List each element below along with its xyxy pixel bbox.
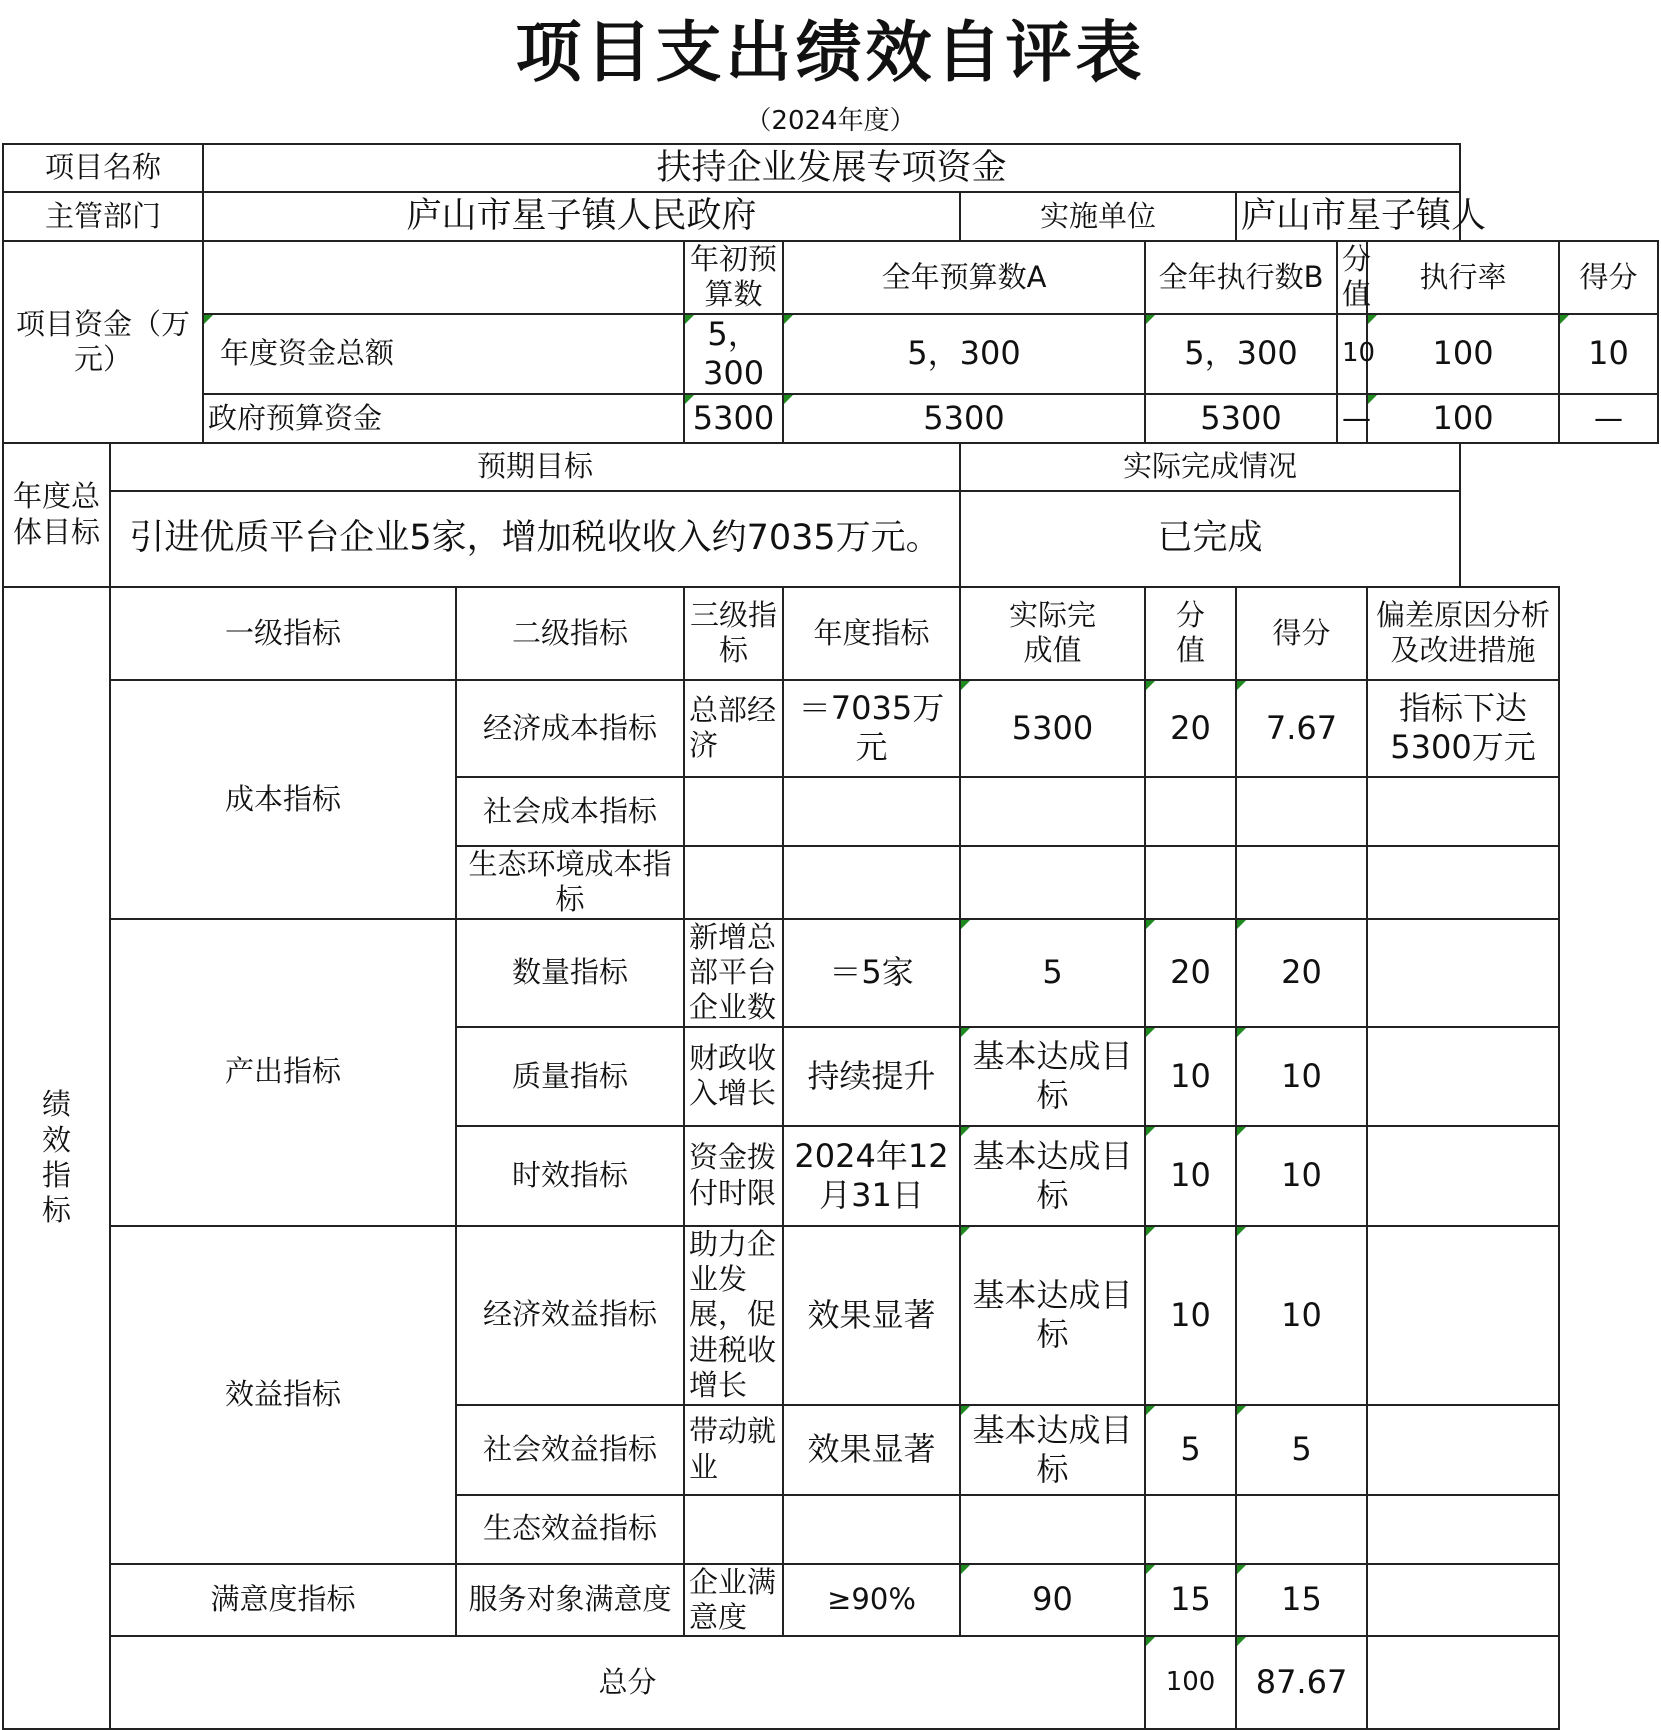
ind-score: 5 bbox=[1236, 1405, 1367, 1495]
ind-level2: 时效指标 bbox=[456, 1126, 684, 1226]
funds-row-gov-budget: 5300 bbox=[783, 394, 1145, 443]
ind-target: 效果显著 bbox=[783, 1405, 960, 1495]
ind-reason bbox=[1367, 1027, 1559, 1126]
funds-row-total-exec: 5，300 bbox=[1145, 314, 1337, 394]
ind-reason bbox=[1367, 1564, 1559, 1637]
ind-reason bbox=[1367, 1405, 1559, 1495]
ind-score bbox=[1236, 846, 1367, 919]
ind-score: 10 bbox=[1236, 1027, 1367, 1126]
sheet-subtitle: （2024年度） bbox=[745, 105, 916, 136]
ind-actual: 基本达成目标 bbox=[960, 1226, 1145, 1405]
ind-header-target: 年度指标 bbox=[783, 587, 960, 680]
goal-actual-label: 实际完成情况 bbox=[960, 443, 1460, 491]
ind-score: 10 bbox=[1236, 1126, 1367, 1226]
ind-level2: 质量指标 bbox=[456, 1027, 684, 1126]
ind-value: 15 bbox=[1145, 1564, 1236, 1637]
ind-reason: 指标下达5300万元 bbox=[1367, 680, 1559, 777]
ind-reason bbox=[1367, 1226, 1559, 1405]
funds-header-initial: 年初预算数 bbox=[684, 241, 783, 314]
ind-target bbox=[783, 1495, 960, 1564]
ind-header-value: 分值 bbox=[1145, 587, 1236, 680]
ind-reason bbox=[1367, 1126, 1559, 1226]
ind-value: 20 bbox=[1145, 680, 1236, 777]
ind-level1-output: 产出指标 bbox=[110, 919, 456, 1226]
ind-target: 持续提升 bbox=[783, 1027, 960, 1126]
ind-level2: 经济效益指标 bbox=[456, 1226, 684, 1405]
goal-expected-label: 预期目标 bbox=[110, 443, 960, 491]
ind-reason bbox=[1367, 919, 1559, 1027]
funds-row-total-budget: 5，300 bbox=[783, 314, 1145, 394]
goal-label: 年度总体目标 bbox=[3, 443, 110, 587]
funds-row-gov-score: — bbox=[1559, 394, 1658, 443]
funds-row-total-initial: 5，300 bbox=[684, 314, 783, 394]
ind-target: ＝5家 bbox=[783, 919, 960, 1027]
funds-header-score: 得分 bbox=[1559, 241, 1658, 314]
ind-level2: 生态环境成本指标 bbox=[456, 846, 684, 919]
ind-actual: 5 bbox=[960, 919, 1145, 1027]
ind-value bbox=[1145, 777, 1236, 846]
ind-score bbox=[1236, 1495, 1367, 1564]
total-reason bbox=[1367, 1636, 1559, 1729]
ind-target bbox=[783, 846, 960, 919]
project-name: 扶持企业发展专项资金 bbox=[203, 144, 1460, 192]
ind-level3: 企业满意度 bbox=[684, 1564, 783, 1637]
ind-reason bbox=[1367, 846, 1559, 919]
dept-label: 主管部门 bbox=[3, 192, 203, 241]
ind-level3: 资金拨付时限 bbox=[684, 1126, 783, 1226]
ind-actual bbox=[960, 1495, 1145, 1564]
ind-score: 10 bbox=[1236, 1226, 1367, 1405]
ind-value: 10 bbox=[1145, 1027, 1236, 1126]
total-value: 100 bbox=[1145, 1636, 1236, 1729]
ind-header-level2: 二级指标 bbox=[456, 587, 684, 680]
ind-level2: 数量指标 bbox=[456, 919, 684, 1027]
ind-target: ＝7035万元 bbox=[783, 680, 960, 777]
funds-row-gov-score-value: — bbox=[1337, 394, 1367, 443]
dept-value: 庐山市星子镇人民政府 bbox=[203, 192, 960, 241]
ind-header-reason: 偏差原因分析及改进措施 bbox=[1367, 587, 1559, 680]
ind-level1-benefit: 效益指标 bbox=[110, 1226, 456, 1564]
ind-level3: 助力企业发展，促进税收增长 bbox=[684, 1226, 783, 1405]
funds-row-gov-rate: 100 bbox=[1367, 394, 1559, 443]
evaluation-table bbox=[2, 143, 1659, 1730]
ind-actual bbox=[960, 777, 1145, 846]
ind-level3: 总部经济 bbox=[684, 680, 783, 777]
ind-reason bbox=[1367, 777, 1559, 846]
ind-score: 20 bbox=[1236, 919, 1367, 1027]
goal-expected: 引进优质平台企业5家，增加税收收入约7035万元。 bbox=[110, 491, 960, 587]
ind-header-level3: 三级指标 bbox=[684, 587, 783, 680]
funds-row-gov-exec: 5300 bbox=[1145, 394, 1337, 443]
ind-score bbox=[1236, 777, 1367, 846]
ind-target: ≥90% bbox=[783, 1564, 960, 1637]
ind-value bbox=[1145, 846, 1236, 919]
ind-actual bbox=[960, 846, 1145, 919]
ind-actual: 基本达成目标 bbox=[960, 1126, 1145, 1226]
ind-level3: 带动就业 bbox=[684, 1405, 783, 1495]
ind-value: 20 bbox=[1145, 919, 1236, 1027]
ind-level2: 经济成本指标 bbox=[456, 680, 684, 777]
ind-level3 bbox=[684, 1495, 783, 1564]
ind-target: 效果显著 bbox=[783, 1226, 960, 1405]
funds-row-total-rate: 100 bbox=[1367, 314, 1559, 394]
funds-label: 项目资金（万元） bbox=[3, 241, 203, 443]
ind-level3: 财政收入增长 bbox=[684, 1027, 783, 1126]
ind-level3 bbox=[684, 846, 783, 919]
ind-level1-satisfaction: 满意度指标 bbox=[110, 1564, 456, 1637]
sheet-title: 项目支出绩效自评表 bbox=[515, 12, 1146, 91]
ind-level3: 新增总部平台企业数 bbox=[684, 919, 783, 1027]
ind-value: 5 bbox=[1145, 1405, 1236, 1495]
ind-score: 15 bbox=[1236, 1564, 1367, 1637]
ind-value bbox=[1145, 1495, 1236, 1564]
funds-header-rate: 执行率 bbox=[1367, 241, 1559, 314]
ind-level2: 服务对象满意度 bbox=[456, 1564, 684, 1637]
total-label: 总分 bbox=[110, 1636, 1145, 1729]
ind-actual: 5300 bbox=[960, 680, 1145, 777]
ind-target bbox=[783, 777, 960, 846]
ind-score: 7.67 bbox=[1236, 680, 1367, 777]
ind-actual: 基本达成目标 bbox=[960, 1027, 1145, 1126]
ind-header-level1: 一级指标 bbox=[110, 587, 456, 680]
ind-level1-cost: 成本指标 bbox=[110, 680, 456, 919]
ind-level3 bbox=[684, 777, 783, 846]
ind-header-score: 得分 bbox=[1236, 587, 1367, 680]
funds-header-exec: 全年执行数B bbox=[1145, 241, 1337, 314]
ind-level2: 生态效益指标 bbox=[456, 1495, 684, 1564]
funds-row-gov-initial: 5300 bbox=[684, 394, 783, 443]
ind-actual: 基本达成目标 bbox=[960, 1405, 1145, 1495]
indicators-section-label: 绩效指标 bbox=[3, 587, 110, 1730]
ind-value: 10 bbox=[1145, 1126, 1236, 1226]
project-name-label: 项目名称 bbox=[3, 144, 203, 192]
funds-row-gov-name: 政府预算资金 bbox=[203, 394, 684, 443]
ind-target: 2024年12月31日 bbox=[783, 1126, 960, 1226]
total-score: 87.67 bbox=[1236, 1636, 1367, 1729]
impl-label: 实施单位 bbox=[960, 192, 1236, 241]
ind-level2: 社会效益指标 bbox=[456, 1405, 684, 1495]
ind-level2: 社会成本指标 bbox=[456, 777, 684, 846]
funds-corner bbox=[203, 241, 684, 314]
ind-header-actual: 实际完成值 bbox=[960, 587, 1145, 680]
funds-header-budget: 全年预算数A bbox=[783, 241, 1145, 314]
funds-row-total-name: 年度资金总额 bbox=[203, 314, 684, 394]
impl-value: 庐山市星子镇人 bbox=[1236, 192, 1460, 241]
ind-reason bbox=[1367, 1495, 1559, 1564]
ind-actual: 90 bbox=[960, 1564, 1145, 1637]
funds-row-total-score: 10 bbox=[1559, 314, 1658, 394]
funds-header-score-value: 分值 bbox=[1337, 241, 1367, 314]
goal-actual: 已完成 bbox=[960, 491, 1460, 587]
ind-value: 10 bbox=[1145, 1226, 1236, 1405]
funds-row-total-score-value: 10 bbox=[1337, 314, 1367, 394]
